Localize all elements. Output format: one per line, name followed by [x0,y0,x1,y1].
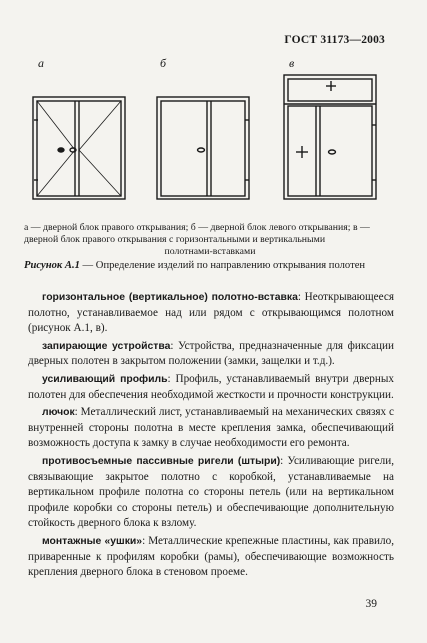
definition-text: : Профиль, устанавливаемый внутри дверных полотен для обеспечения необходимой жесткости и прочности конструкции. [28,372,394,401]
definition-paragraph [28,454,394,532]
definition-term: монтажные «ушки» [42,535,143,547]
figure-title [24,260,404,271]
definition-term: противосъемные пассивные ригели (штыри) [42,455,281,467]
definition-text: : Усиливающие ригели, связывающие закрытое полотно с коробкой, устанавливаемые на вертикальном профиле полотна со стороны петель (или на вертикальном профиле коробки со стороны петель) и обеспечивающие дополнительную стойкость дверного блока к взлому. [28,454,394,530]
figure-caption [24,222,396,258]
figure-letter-b: б [160,56,167,70]
definition-text: : Устройства, предназначенные для фиксации дверных полотен в закрытом положении (замки, защелки и т.д.). [28,339,395,368]
definition-paragraph [28,534,394,581]
definition-text: : Металлический лист, устанавливаемый на механических связях с внутренней стороны полотна в месте крепления замка, обеспечивающий возможность доступа к замку в случае необходимости его ремонта. [28,406,394,450]
figure-title-label: Рисунок А.1 [24,260,80,271]
caption-line-3: полотнами-вставками [164,246,256,257]
definition-paragraph [28,290,394,337]
door-block-b [157,97,249,199]
definition-term: запирающие устройства [42,340,171,352]
definition-paragraph [28,339,394,370]
caption-line-1: а — дверной блок правого открывания; б — дверной блок левого открывания; в — [24,222,370,233]
definition-text: : Неоткрывающееся полотно, устанавливаемое над или рядом с открывающимся полотном (рисунок А.1, в). [28,291,394,335]
definition-paragraph [28,372,394,403]
document-code: ГОСТ 31173—2003 [284,34,385,46]
figure-letter-v: в [289,56,295,70]
figure-letter-a: а [38,56,44,70]
figure-title-text: — Определение изделий по направлению открывания полотен [79,260,366,271]
door-block-a [33,97,125,199]
page-number: 39 [365,598,377,610]
definition-paragraph [28,405,394,452]
door-figure [0,0,427,220]
definitions-body [28,290,394,583]
definition-term: горизонтальное (вертикальное) полотно-вставка [42,292,298,303]
door-block-v [284,75,376,199]
definition-text: : Металлические крепежные пластины, как правило, приваренные к профилям коробки (рамы), обеспечивающие возможность крепления дверного блока в стеновом проеме. [28,534,394,579]
definition-term: лючок [42,407,75,419]
caption-line-2: дверной блок правого открывания с горизонтальными и вертикальными [24,234,326,245]
definition-term: усиливающий профиль [42,373,168,385]
